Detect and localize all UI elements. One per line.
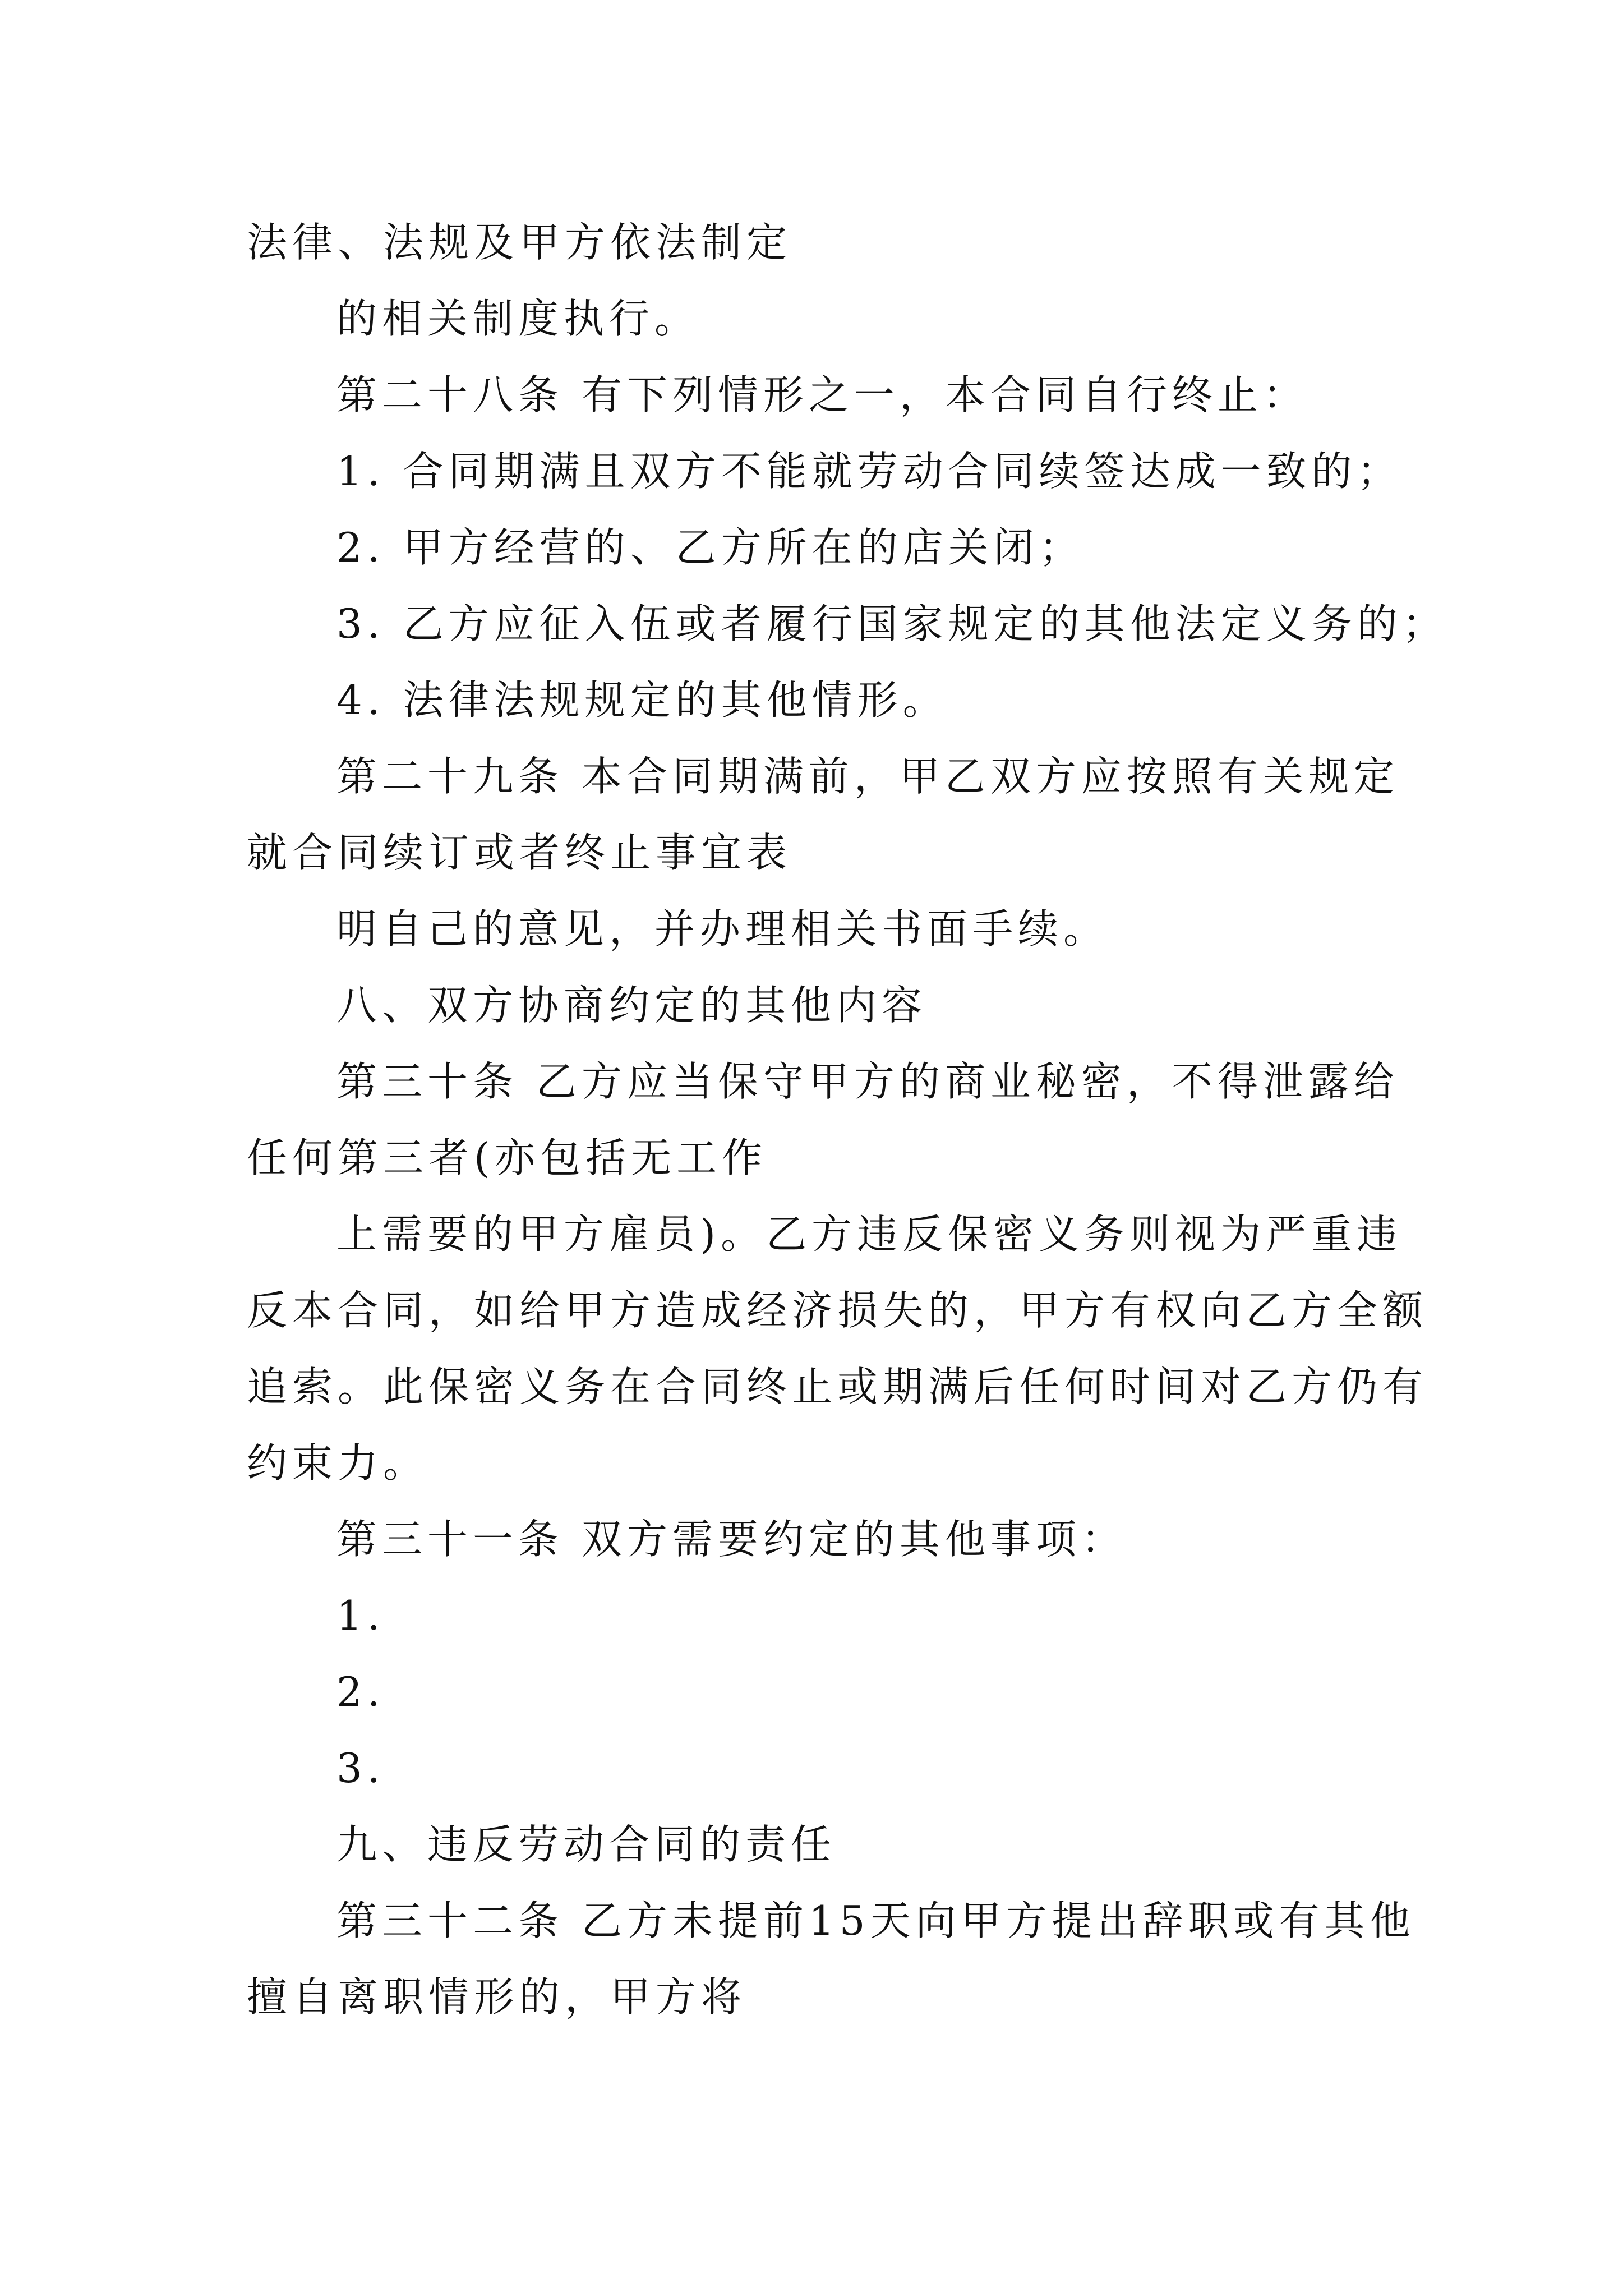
- list-item: 1.: [336, 1592, 385, 1639]
- text-line: 上需要的甲方雇员)。乙方违反保密义务则视为严重违: [336, 1211, 1403, 1258]
- text-line: 法律、法规及甲方依法制定: [247, 219, 792, 266]
- section-heading: 八、双方协商约定的其他内容: [336, 982, 928, 1029]
- text-line: 就合同续订或者终止事宜表: [247, 829, 792, 876]
- text-line: 约束力。: [247, 1439, 429, 1487]
- article-28-heading: 第二十八条 有下列情形之一，本合同自行终止：: [336, 371, 1308, 418]
- article-30-heading: 第三十条 乙方应当保守甲方的商业秘密，不得泄露给: [336, 1058, 1399, 1105]
- list-item: 2. 甲方经营的、乙方所在的店关闭；: [336, 524, 1085, 571]
- text-line: 明自己的意见，并办理相关书面手续。: [336, 905, 1109, 953]
- list-item: 1. 合同期满且双方不能就劳动合同续签达成一致的；: [336, 448, 1403, 495]
- article-31-heading: 第三十一条 双方需要约定的其他事项：: [336, 1516, 1127, 1563]
- list-item: 2.: [336, 1668, 385, 1715]
- text-line: 擅自离职情形的，甲方将: [247, 1973, 747, 2021]
- text-line: 任何第三者(亦包括无工作: [247, 1134, 768, 1181]
- text-line: 追索。此保密义务在合同终止或期满后任何时间对乙方仍有: [247, 1363, 1428, 1410]
- list-item: 3. 乙方应征入伍或者履行国家规定的其他法定义务的；: [336, 600, 1448, 647]
- article-32-heading: 第三十二条 乙方未提前15天向甲方提出辞职或有其他: [336, 1897, 1415, 1944]
- section-heading: 九、违反劳动合同的责任: [336, 1821, 837, 1868]
- article-29-heading: 第二十九条 本合同期满前，甲乙双方应按照有关规定: [336, 753, 1399, 800]
- text-line: 反本合同，如给甲方造成经济损失的，甲方有权向乙方全额: [247, 1287, 1428, 1334]
- list-item: 3.: [336, 1745, 385, 1792]
- list-item: 4. 法律法规规定的其他情形。: [336, 677, 948, 724]
- text-line: 的相关制度执行。: [336, 295, 700, 342]
